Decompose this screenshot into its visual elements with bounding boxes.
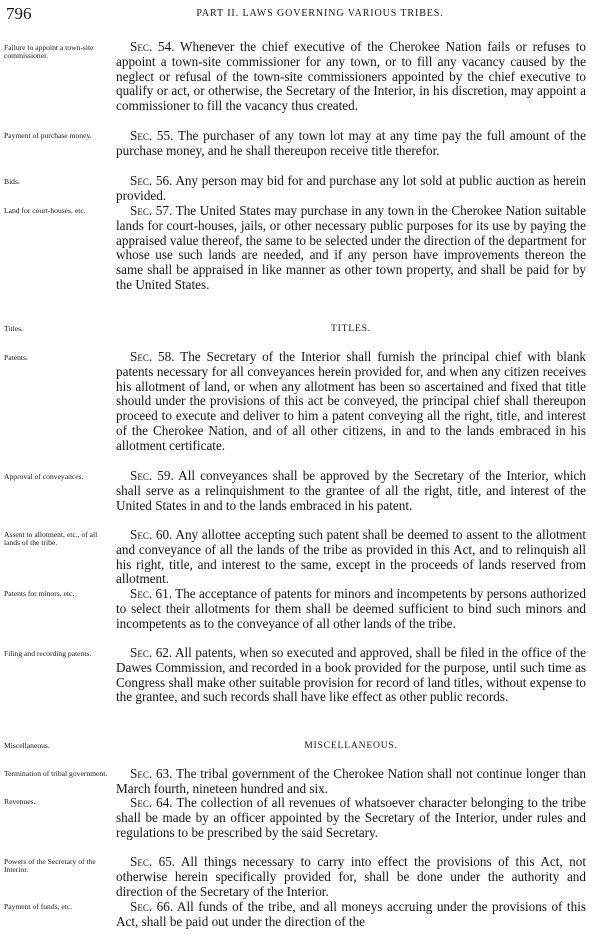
- section-60: [116, 528, 586, 587]
- sec-label: Sec.: [130, 795, 153, 810]
- section-text: Any allottee accepting such patent shall be deemed to assent to the allotment and conveyance of all the lands of the tribe as provided in this Act, and to relinquish all his right, title, and interest to the same, except in the proceeds of lands reserved from allotment.: [116, 527, 586, 587]
- section-number: 59.: [157, 468, 174, 483]
- section-59: [116, 469, 586, 513]
- section-number: 55.: [156, 128, 174, 143]
- side-note-s66: Payment of funds, etc.: [4, 902, 73, 911]
- section-text: The United States may purchase in any town in the Cherokee Nation suitable lands for court-houses, jails, or other necessary public purposes for its use by paying the appraised value thereof, the same to be selected under the direction of the department for whose use such lands are needed, and if any person have improvements thereon the same shall be appraised in like manner as other town property, and shall be paid for by the United States.: [116, 203, 587, 292]
- section-number: 56.: [155, 173, 173, 188]
- sec-label: Sec.: [130, 349, 153, 364]
- section-text: All patents, when so executed and approved, shall be filed in the office of the Dawes Commission, and recorded in a book provided for the purpose, until such time as Congress shall make other suitable provision for record of land titles, without expense to the grantee, and such records shall have like effect as other public records.: [116, 645, 586, 705]
- section-number: 60.: [155, 527, 173, 542]
- section-63: [116, 767, 586, 797]
- section-number: 65.: [158, 854, 176, 869]
- side-note-s65: Powers of the Secretary of the Interior.: [4, 857, 96, 874]
- page-number: 796: [6, 4, 32, 23]
- section-61: [116, 587, 586, 631]
- side-note-s63: Termination of tribal government.: [4, 769, 108, 778]
- section-number: 54.: [157, 39, 175, 54]
- section-55: [116, 129, 586, 159]
- section-number: 57.: [155, 203, 173, 218]
- section-number: 64.: [156, 795, 173, 810]
- running-header: [6, 4, 594, 26]
- section-62: [116, 646, 586, 705]
- sec-label: Sec.: [130, 39, 153, 54]
- section-number: 63.: [155, 766, 173, 781]
- section-65: [116, 855, 586, 899]
- section-58: [116, 350, 586, 454]
- sec-label: Sec.: [130, 854, 153, 869]
- section-text: The purchaser of any town lot may at any time pay the full amount of the purchase money, and he shall thereupon receive title therefor.: [116, 128, 586, 158]
- side-note-s61: Patents for minors, etc.: [4, 589, 75, 598]
- section-57: [116, 204, 586, 293]
- sec-label: Sec.: [130, 766, 153, 781]
- sec-label: Sec.: [130, 468, 153, 483]
- section-number: 62.: [155, 645, 173, 660]
- section-text: The Secretary of the Interior shall furnish the principal chief with blank patents necessary for all conveyances herein provided for, and when any citizen receives his allotment of land, or when any allotment has been so ascertained and fixed that title should under the provisions of this act be conveyed, the principal chief shall thereupon proceed to execute and deliver to him a patent conveying all the right, title, and interest of the Cherokee Nation, and of all other citizens, in and to the lands embraced in his allotment certificate.: [116, 349, 587, 453]
- side-note-misc: Miscellaneous.: [4, 741, 50, 750]
- side-note-s59: Approval of conveyances.: [4, 472, 84, 481]
- section-64: [116, 796, 586, 840]
- section-text: All funds of the tribe, and all moneys accruing under the provisions of this Act, shall be paid out under the direction of the: [116, 899, 586, 929]
- side-note-s64: Revenues.: [4, 797, 36, 806]
- section-54: [116, 40, 586, 114]
- sec-label: Sec.: [130, 173, 153, 188]
- section-56: [116, 174, 586, 204]
- side-note-s62: Filing and recording patents.: [4, 649, 92, 658]
- sec-label: Sec.: [130, 586, 153, 601]
- heading-titles: TITLES.: [331, 323, 371, 334]
- running-head: PART II. LAWS GOVERNING VARIOUS TRIBES.: [196, 8, 444, 19]
- section-text: The tribal government of the Cherokee Nation shall not continue longer than March fourth, nineteen hundred and six.: [116, 766, 587, 796]
- side-note-s60: Assent to allotment, etc., of all lands of the tribe.: [4, 530, 98, 547]
- section-text: Any person may bid for and purchase any lot sold at public auction as herein provided.: [116, 173, 586, 203]
- section-text: Whenever the chief executive of the Cherokee Nation fails or refuses to appoint a town-site commissioner for any town, or to fill any vacancy caused by the neglect or refusal of the town-site commissioners appointed by the chief executive to qualify or act, or otherwise, the Secretary of the Interior, in his discretion, may appoint a commissioner to fill the vacancy thus created.: [116, 39, 587, 114]
- side-note-s58: Patents.: [4, 353, 28, 362]
- section-66: [116, 900, 586, 930]
- side-note-s55: Payment of purchase money.: [4, 131, 92, 140]
- heading-miscellaneous: MISCELLANEOUS.: [304, 740, 398, 751]
- side-note-s56: Bids.: [4, 177, 20, 186]
- section-number: 66.: [156, 899, 174, 914]
- section-text: The collection of all revenues of whatsoever character belonging to the tribe shall be made by an officer appointed by the Secretary of the Interior, under rules and regulations to be prescribed by the said Secretary.: [116, 795, 587, 840]
- section-text: All conveyances shall be approved by the Secretary of the Interior, which shall serve as a relinquishment to the grantee of all the right, title, and interest of the United States in and to the lands embraced in his patent.: [116, 468, 586, 513]
- section-text: All things necessary to carry into effect the provisions of this Act, not otherwise herein specifically provided for, shall be done under the authority and direction of the Secretary of the Interior.: [116, 854, 586, 899]
- section-number: 58.: [158, 349, 175, 364]
- side-note-s54: Failure to appoint a town-site commissioner.: [4, 43, 94, 60]
- sec-label: Sec.: [130, 645, 153, 660]
- sec-label: Sec.: [130, 128, 153, 143]
- sec-label: Sec.: [130, 527, 153, 542]
- sec-label: Sec.: [130, 899, 153, 914]
- section-text: The acceptance of patents for minors and incompetents by persons authorized to select their allotments for them shall be deemed sufficient to bind such minors and incompetents as to the conveyance of all other lands of the tribe.: [116, 586, 587, 631]
- section-number: 61.: [155, 586, 172, 601]
- sec-label: Sec.: [130, 203, 153, 218]
- side-note-s57: Land for court-houses, etc.: [4, 206, 86, 215]
- side-note-titles: Titles.: [4, 324, 23, 333]
